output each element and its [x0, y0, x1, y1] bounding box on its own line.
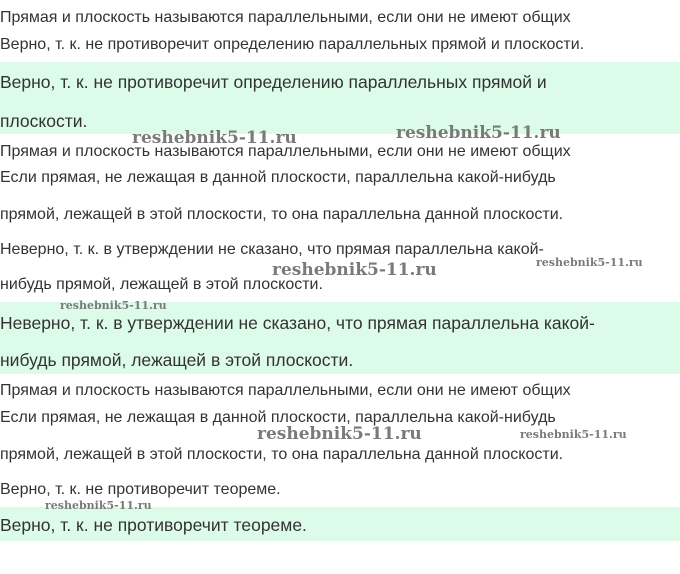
- answer-text-line-2: плоскости.: [0, 111, 88, 131]
- answer-highlight: [0, 299, 680, 374]
- statement-text-line-1: Если прямая, не лежащая в данной плоскости, параллельна какой-нибудь: [0, 169, 556, 186]
- option-text-line-1: Неверно, т. к. в утверждении не сказано, что прямая параллельна какой-: [0, 241, 544, 258]
- statement-text-line-2: прямой, лежащей в этой плоскости, то она параллельна данной плоскости.: [0, 206, 564, 223]
- statement-text: Прямая и плоскость называются параллельными, если они не имеют общих: [0, 143, 571, 160]
- watermark: reshebnik5-11.ru: [396, 123, 561, 143]
- option-text-line-2: нибудь прямой, лежащей в этой плоскости.: [0, 276, 323, 293]
- answer-highlight: [0, 507, 680, 541]
- answer-text-line-1: Верно, т. к. не противоречит определению параллельных прямой и: [0, 72, 547, 92]
- watermark: reshebnik5-11.ru: [257, 424, 422, 444]
- option-text: Верно, т. к. не противоречит теореме.: [0, 481, 281, 498]
- watermark: reshebnik5-11.ru: [272, 260, 437, 280]
- statement-text: Прямая и плоскость называются параллельными, если они не имеют общих: [0, 9, 571, 26]
- statement-text-line-1: Если прямая, не лежащая в данной плоскости, параллельна какой-нибудь: [0, 409, 556, 426]
- watermark: reshebnik5-11.ru: [45, 499, 152, 512]
- watermark: reshebnik5-11.ru: [536, 256, 643, 269]
- answer-text-line-1: Неверно, т. к. в утверждении не сказано, что прямая параллельна какой-: [0, 313, 595, 333]
- watermark: reshebnik5-11.ru: [60, 299, 167, 312]
- statement-text: Прямая и плоскость называются параллельными, если они не имеют общих: [0, 382, 571, 399]
- statement-text-line-2: прямой, лежащей в этой плоскости, то она параллельна данной плоскости.: [0, 446, 564, 463]
- watermark: reshebnik5-11.ru: [520, 428, 627, 441]
- answer-text: Верно, т. к. не противоречит теореме.: [0, 515, 307, 535]
- option-text: Верно, т. к. не противоречит определению параллельных прямой и плоскости.: [0, 36, 585, 53]
- watermark: reshebnik5-11.ru: [132, 128, 297, 148]
- answer-text-line-2: нибудь прямой, лежащей в этой плоскости.: [0, 350, 354, 370]
- answer-highlight: [0, 62, 680, 134]
